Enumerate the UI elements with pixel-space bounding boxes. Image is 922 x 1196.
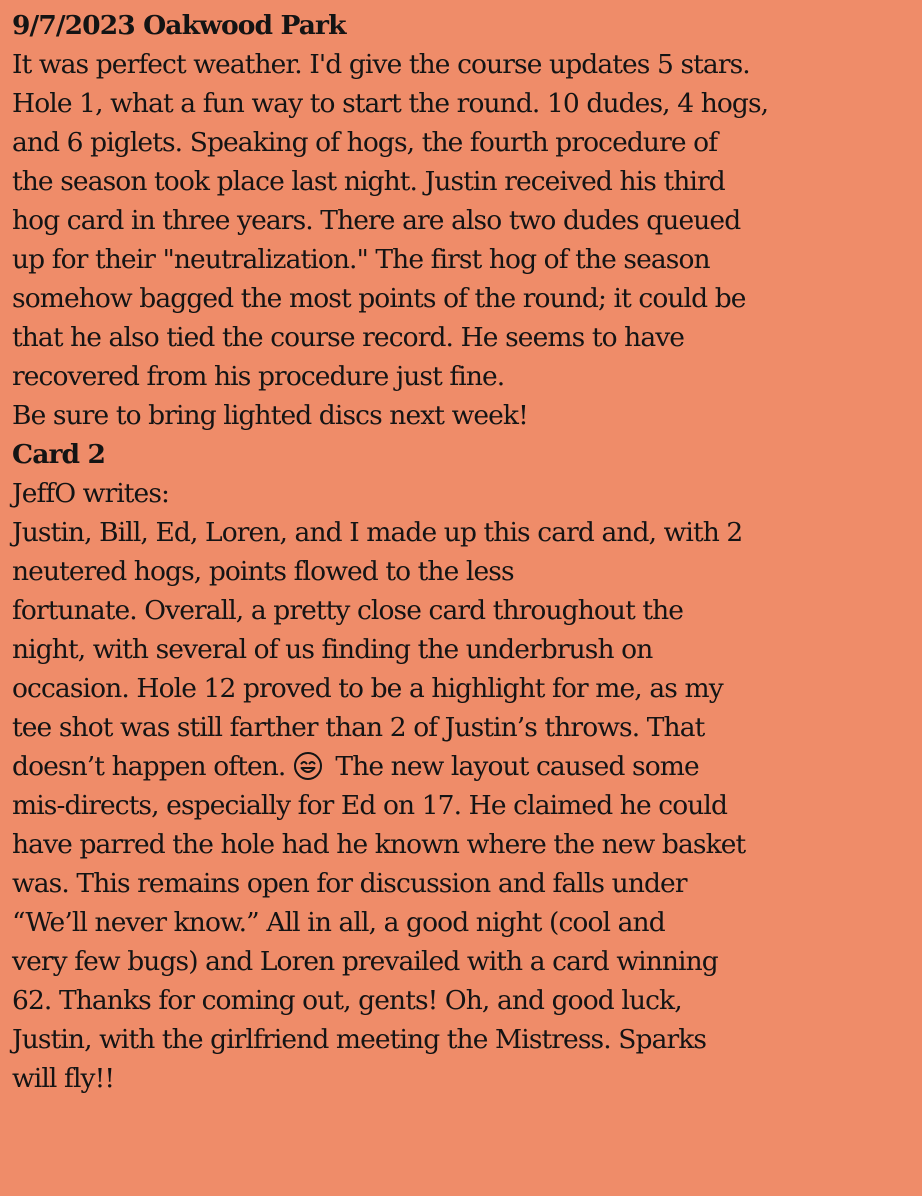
text-line: fortunate. Overall, a pretty close card throughout the xyxy=(12,595,684,626)
text-line: Be sure to bring lighted discs next week! xyxy=(12,400,528,431)
text-line: Hole 1, what a fun way to start the round. 10 dudes, 4 hogs, xyxy=(12,88,769,119)
text-fragment: The new layout caused some xyxy=(335,751,699,782)
text-line: that he also tied the course record. He seems to have xyxy=(12,322,685,353)
text-line: was. This remains open for discussion and falls under xyxy=(12,868,687,899)
text-line: hog card in three years. There are also two dudes queued xyxy=(12,205,741,236)
text-fragment: doesn’t happen often. xyxy=(12,751,286,782)
text-line: It was perfect weather. I'd give the course updates 5 stars. xyxy=(12,49,750,80)
text-line: occasion. Hole 12 proved to be a highlight for me, as my xyxy=(12,673,723,704)
card-heading: Card 2 xyxy=(12,439,106,470)
text-line: tee shot was still farther than 2 of Justin’s throws. That xyxy=(12,712,705,743)
card-paragraph xyxy=(12,513,912,1098)
text-line-with-emoji xyxy=(12,747,912,786)
text-line: up for their "neutralization." The first hog of the season xyxy=(12,244,710,275)
text-line: will fly!! xyxy=(12,1063,115,1094)
text-line: neutered hogs, points flowed to the less xyxy=(12,556,514,587)
text-line: and 6 piglets. Speaking of hogs, the fourth procedure of xyxy=(12,127,718,158)
entry-heading: 9/7/2023 Oakwood Park xyxy=(12,10,346,41)
smiling-face-icon xyxy=(293,751,323,781)
text-line: have parred the hole had he known where the new basket xyxy=(12,829,746,860)
text-line: the season took place last night. Justin received his third xyxy=(12,166,725,197)
text-line: night, with several of us finding the underbrush on xyxy=(12,634,653,665)
text-line: “We’ll never know.” All in all, a good night (cool and xyxy=(12,907,665,938)
text-line: Justin, Bill, Ed, Loren, and I made up this card and, with 2 xyxy=(12,517,743,548)
text-line: 62. Thanks for coming out, gents! Oh, and good luck, xyxy=(12,985,682,1016)
text-line: mis-directs, especially for Ed on 17. He claimed he could xyxy=(12,790,728,821)
entry-intro-paragraph xyxy=(12,45,912,435)
text-line: somehow bagged the most points of the round; it could be xyxy=(12,283,746,314)
text-line: recovered from his procedure just fine. xyxy=(12,361,505,392)
text-line: very few bugs) and Loren prevailed with a card winning xyxy=(12,946,718,977)
card-byline: JeffO writes: xyxy=(12,478,170,509)
text-line: Justin, with the girlfriend meeting the Mistress. Sparks xyxy=(12,1024,707,1055)
